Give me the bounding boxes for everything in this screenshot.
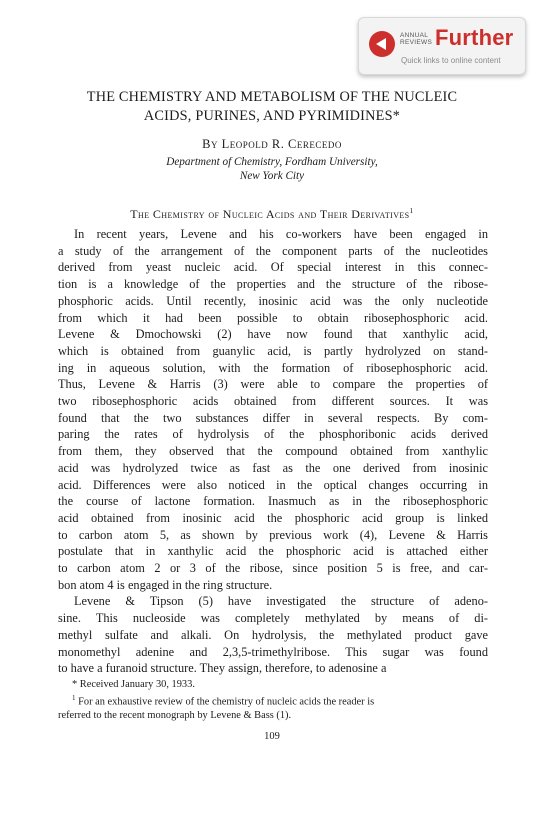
paragraph1-line: a study of the arrangement of the component parts of the nucleotides (58, 243, 488, 258)
paragraph1-line: the course of lactone formation. Inasmuch as in the ribosephosphoric (58, 494, 488, 509)
paragraph1-line: In recent years, Levene and his co-workers have been engaged in (74, 227, 488, 241)
paragraph1-line: acid obtained from inosinic acid the phosphoric acid group is linked (58, 510, 488, 525)
paragraph2-line: Levene & Tipson (5) have investigated the structure of adeno- (74, 594, 488, 609)
author-affiliation (40, 155, 504, 183)
paragraph1-line: tion is a knowledge of the properties and the structure of the ribose- (58, 277, 488, 292)
page-number: 109 (264, 731, 280, 742)
badge-reviews-text: REVIEWS (400, 39, 433, 46)
footnote-1 (58, 692, 488, 709)
paragraph1-line: bon atom 4 is engaged in the ring structure. (58, 577, 273, 592)
paragraph-1 (58, 226, 488, 593)
paragraph1-line: Thus, Levene & Harris (3) were able to compare the properties of (58, 377, 488, 392)
article-body (58, 226, 488, 677)
badge-tagline: Quick links to online content (401, 56, 501, 65)
paragraph1-line: Levene & Dmochowski (2) have now found that xanthylic acid, (58, 327, 488, 342)
section-heading-text: The Chemistry of Nucleic Acids and Their Derivatives (130, 207, 410, 221)
affiliation-line-1: Department of Chemistry, Fordham University, (166, 156, 378, 168)
paragraph1-line: from them, they observed that the compound obtained from xanthylic (58, 444, 488, 459)
annual-reviews-logo-icon (369, 31, 395, 57)
paragraph1-line: ing in aqueous solution, with the formation of ribosephosphoric acid. (58, 360, 488, 375)
badge-publisher-name (400, 32, 432, 46)
footnote-1-line-1: For an exhaustive review of the chemistry of nucleic acids the reader is (78, 696, 375, 708)
paragraph1-line: acid. Differences were also noticed in the optical changes occurring in (58, 477, 488, 492)
paragraph1-line: postulate that in xanthylic acid the phosphoric acid is attached either (58, 544, 488, 559)
article-title-line-2: ACIDS, PURINES, AND PYRIMIDINES* (143, 108, 401, 124)
paragraph2-line: monomethyl adenine and 2,3,5-trimethylribose. This sugar was found (58, 644, 488, 659)
footnote-1-marker: 1 (72, 693, 76, 702)
author-byline: By Leopold R. Cerecedo (202, 137, 342, 151)
paragraph1-line: to carbon atom 2 or 3 of the ribose, since position 5 is free, and car- (58, 561, 488, 576)
paragraph2-line: sine. This nucleoside was completely methylated by means of di- (58, 611, 488, 626)
paragraph1-line: acid was hydrolyzed twice as fast as the one derived from inosinic (58, 460, 488, 475)
badge-annual-text: ANNUAL (400, 32, 429, 39)
footnote-received-date: * Received January 30, 1933. (72, 679, 195, 690)
paragraph1-line: found that the two substances differ in several respects. By com- (58, 410, 488, 425)
paragraph1-line: from which it had been possible to obtain ribosephosphoric acid. (58, 310, 488, 325)
paragraph2-line: methyl sulfate and alkali. On hydrolysis, the methylated product gave (58, 627, 488, 642)
paragraph1-line: derived from yeast nucleic acid. Of special interest in this connec- (58, 260, 488, 275)
article-title (40, 88, 504, 126)
article-title-line-1: THE CHEMISTRY AND METABOLISM OF THE NUCLEIC (86, 89, 458, 105)
paragraph2-line: to have a furanoid structure. They assign, therefore, to adenosine a (58, 661, 387, 676)
affiliation-line-2: New York City (239, 170, 305, 182)
paragraph1-line: to carbon atom 5, as shown by previous work (4), Levene & Harris (58, 527, 488, 542)
paragraph1-line: phosphoric acids. Until recently, inosinic acid was the only nucleotide (58, 293, 488, 308)
paragraph1-line: which is obtained from guanylic acid, is partly hydrolyzed on stand- (58, 343, 488, 358)
annual-reviews-further-badge[interactable] (358, 17, 526, 75)
footnote-1-continuation: referred to the recent monograph by Levene & Bass (1). (58, 710, 292, 722)
paragraph1-line: paring the rates of hydrolysis of the phosphoribonic acids derived (58, 427, 488, 442)
badge-further-label: Further (435, 25, 514, 50)
footnotes (58, 678, 488, 723)
paragraph-2 (58, 593, 488, 677)
paragraph1-line: two ribosephosphoric acids obtained from different sources. It was (58, 394, 488, 409)
section-heading-footnote-marker: 1 (409, 206, 414, 215)
section-heading (40, 206, 504, 222)
